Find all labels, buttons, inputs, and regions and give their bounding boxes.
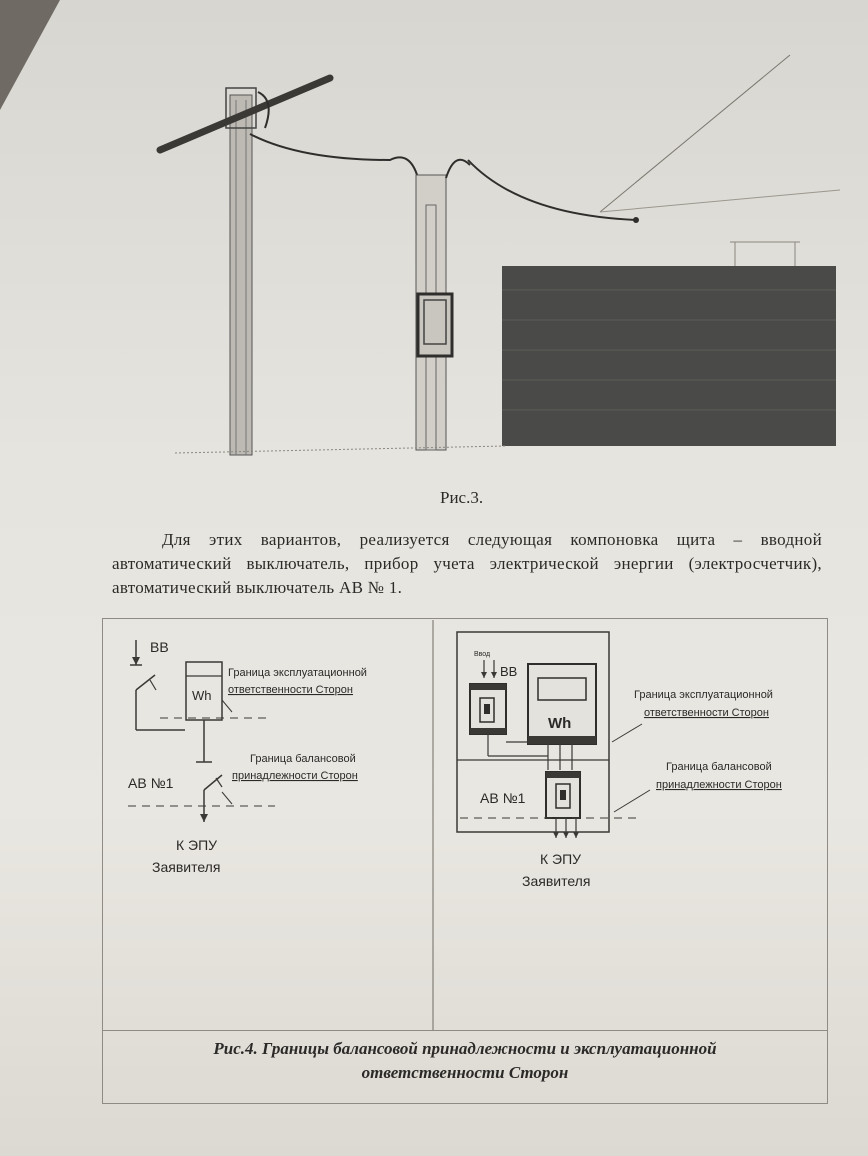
left-epu-2: Заявителя — [152, 859, 221, 875]
left-av1-label: АВ №1 — [128, 775, 174, 791]
right-epu-2: Заявителя — [522, 873, 591, 889]
body-paragraph: Для этих вариантов, реализуется следующая компоновка щита – вводной автоматический выключатель, прибор учета электрической энергии (электросчетчик), автоматический выключатель АВ № 1. — [112, 530, 822, 597]
right-boundary-bal-1: Граница балансовой — [666, 761, 772, 773]
fig4-caption-line2: ответственности Сторон — [361, 1063, 569, 1082]
left-vv-label: ВВ — [150, 639, 169, 655]
right-meter — [528, 664, 596, 744]
left-meter-label: Wh — [192, 688, 212, 703]
right-meter-label: Wh — [548, 715, 572, 732]
right-vv-label: ВВ — [500, 664, 518, 679]
left-epu-1: К ЭПУ — [176, 837, 218, 853]
fig4-caption-line1: Рис.4. Границы балансовой принадлежности и эксплуатационной — [213, 1039, 717, 1058]
right-av1-label: АВ №1 — [480, 790, 526, 806]
right-epu-1: К ЭПУ — [540, 851, 582, 867]
left-boundary-bal-2: принадлежности Сторон — [232, 770, 358, 782]
right-boundary-bal-2: принадлежности Сторон — [656, 779, 782, 791]
right-schematic — [457, 632, 782, 889]
right-boundary-ops-2: ответственности Сторон — [644, 707, 769, 719]
left-schematic — [128, 639, 367, 875]
right-boundary-ops-1: Граница эксплуатационной — [634, 689, 773, 701]
left-boundary-bal-1: Граница балансовой — [250, 753, 356, 765]
fig3-caption: Рис.3. — [440, 488, 484, 507]
left-boundary-ops-1: Граница эксплуатационной — [228, 667, 367, 679]
right-input-label: Ввод — [474, 651, 491, 658]
fig4-caption — [102, 1030, 828, 1104]
left-boundary-ops-2: ответственности Сторон — [228, 684, 353, 696]
